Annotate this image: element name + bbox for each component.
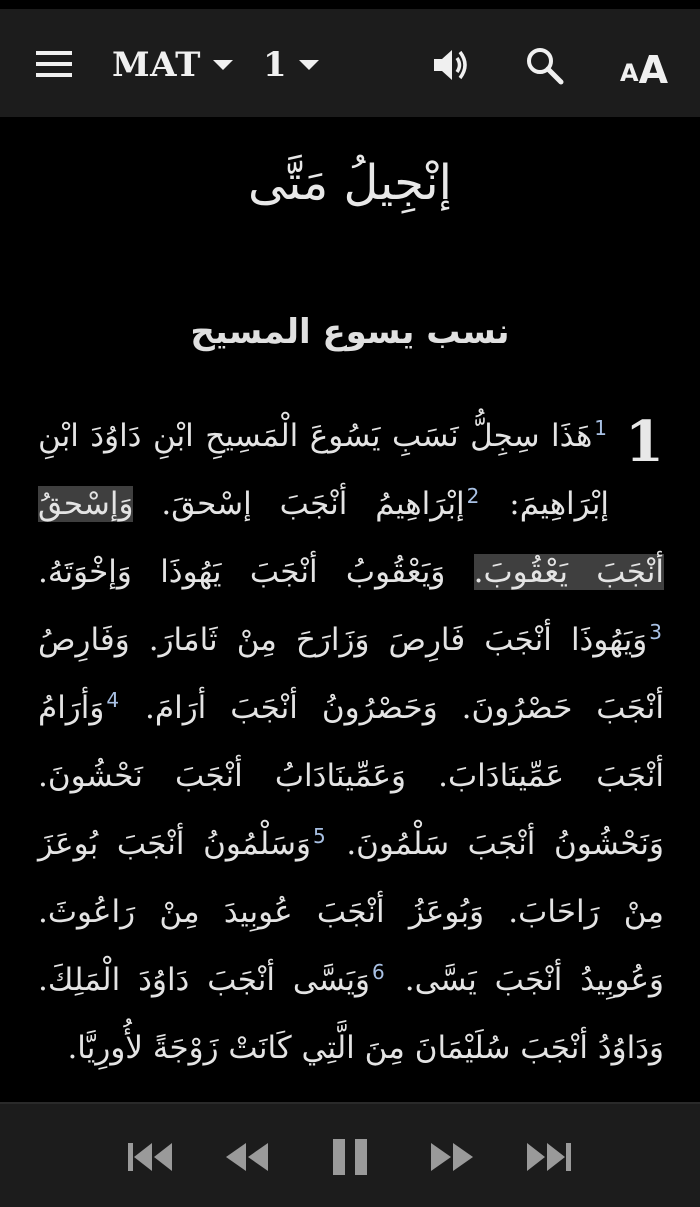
fast-forward-button[interactable] [427,1137,477,1177]
status-bar [0,0,700,9]
hamburger-menu-icon [34,50,74,78]
rewind-icon [222,1137,272,1177]
highlighted-verse-text[interactable]: وَإسْحقُ أنْجَبَ يَعْقُوبَ. [38,486,664,590]
verse-number[interactable]: 4 [106,687,120,712]
skip-next-icon [524,1137,574,1177]
verse-text[interactable]: وَيَسَّى أنْجَبَ دَاوُدَ الْمَلِكَ. وَدَاوُدُ أنْجَبَ سُلَيْمَانَ مِنَ الَّتِي كَانَتْ زَوْجَةً لأُورِيَّا. [38,962,664,1066]
verse-text[interactable]: وَيَعْقُوبُ أنْجَبَ يَهُوذَا وَإخْوَتَهُ. [38,554,474,590]
verse-text[interactable]: هَذَا سِجِلُّ نَسَبِ يَسُوعَ الْمَسِيحِ ابْنِ دَاوُدَ ابْنِ إبْرَاهِيمَ: [38,418,610,522]
book-selector-label: MAT [112,45,201,85]
search-button[interactable] [522,43,566,87]
reader-content[interactable] [0,117,700,1102]
verse-text[interactable]: وَسَلْمُونُ أنْجَبَ بُوعَزَ مِنْ رَاحَابَ. وَبُوعَزُ أنْجَبَ عُوبِيدَ مِنْ رَاعُوثَ. وَعُوبِيدُ أنْجَبَ يَسَّى. [38,826,665,998]
text-size-large-glyph: A [638,48,668,92]
rewind-button[interactable] [222,1137,272,1177]
book-title: إنْجِيلُ مَتَّى [248,155,452,211]
audio-player-bar [0,1102,700,1207]
scripture-passage [38,402,664,1082]
verse-number[interactable]: 5 [313,823,326,848]
book-selector[interactable] [112,41,233,89]
verse-text[interactable]: إبْرَاهِيمُ أنْجَبَ إسْحقَ. [133,486,465,522]
pause-button[interactable] [325,1137,375,1177]
verse-number[interactable]: 6 [372,959,385,984]
verse-text[interactable]: وَيَهُوذَا أنْجَبَ فَارِصَ وَزَارَحَ مِنْ ثَامَارَ. وَفَارِصُ أنْجَبَ حَصْرُونَ. وَحَصْرُونُ أنْجَبَ أرَامَ. [38,622,664,726]
chapter-selector-label: 1 [263,45,288,85]
top-toolbar [0,9,700,117]
text-size-button[interactable] [620,45,668,92]
verse-number[interactable]: 3 [649,619,662,644]
skip-previous-icon [125,1137,175,1177]
menu-button[interactable] [34,50,74,78]
section-heading: نسب يسوع المسيح [190,312,510,352]
verse-number[interactable]: 1 [594,415,608,440]
audio-button[interactable] [428,43,472,87]
chapter-selector[interactable] [263,41,319,89]
chevron-down-icon [213,60,233,70]
speaker-icon [428,43,472,87]
text-size-icon [620,48,668,92]
text-size-small-glyph: A [620,59,639,87]
skip-next-button[interactable] [524,1137,574,1177]
verse-text[interactable]: وَأرَامُ أنْجَبَ عَمِّينَادَابَ. وَعَمِّينَادَابُ أنْجَبَ نَحْشُونَ. وَنَحْشُونُ أنْجَبَ سَلْمُونَ. [38,690,664,862]
chapter-number: 1 [625,409,664,475]
skip-previous-button[interactable] [125,1137,175,1177]
chevron-down-icon [299,60,319,70]
pause-icon [325,1137,375,1177]
fast-forward-icon [427,1137,477,1177]
verse-number[interactable]: 2 [466,483,480,508]
search-icon [522,43,566,87]
